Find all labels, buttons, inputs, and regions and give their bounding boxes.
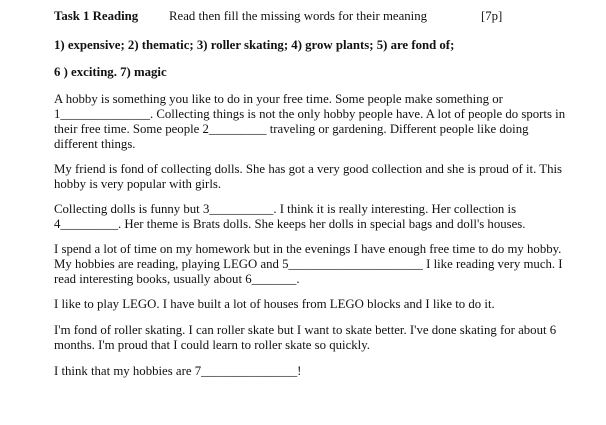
paragraph-hobby-intro: A hobby is something you like to do in your free time. Some people make something or 1______________. Collecting things is not the only hobby people have. A lot of people do sports in their free time. Some people 2_________ traveling or gardening. Different people like doing different things. [54, 92, 566, 151]
paragraph-my-hobbies: I spend a lot of time on my homework but in the evenings I have enough free time to do my hobby. My hobbies are reading, playing LEGO and 5_____________________ I like reading very much. I read interesting books, usually about 6_______. [54, 242, 563, 286]
paragraph-collecting-dolls: Collecting dolls is funny but 3__________. I think it is really interesting. Her collection is 4_________. Her theme is Brats dolls. She keeps her dolls in special bags and doll's houses. [54, 202, 526, 231]
word-bank-line-1: 1) expensive; 2) thematic; 3) roller skating; 4) grow plants; 5) are fond of; [54, 38, 455, 52]
task-points: [7p] [481, 9, 503, 23]
paragraph-lego: I like to play LEGO. I have built a lot of houses from LEGO blocks and I like to do it. [54, 297, 495, 311]
word-bank-line-2: 6 ) exciting. 7) magic [54, 65, 167, 79]
paragraph-roller-skating: I'm fond of roller skating. I can roller skate but I want to skate better. I've done skating for about 6 months. I'm proud that I could learn to roller skate so quickly. [54, 323, 557, 352]
task-title: Task 1 Reading [54, 9, 139, 23]
paragraph-friend-dolls: My friend is fond of collecting dolls. She has got a very good collection and she is proud of it. This hobby is very popular with girls. [54, 162, 563, 191]
task-instruction: Read then fill the missing words for their meaning [169, 9, 428, 23]
task-header [54, 9, 574, 27]
paragraph-conclusion: I think that my hobbies are 7_______________! [54, 364, 302, 378]
worksheet [54, 9, 574, 379]
